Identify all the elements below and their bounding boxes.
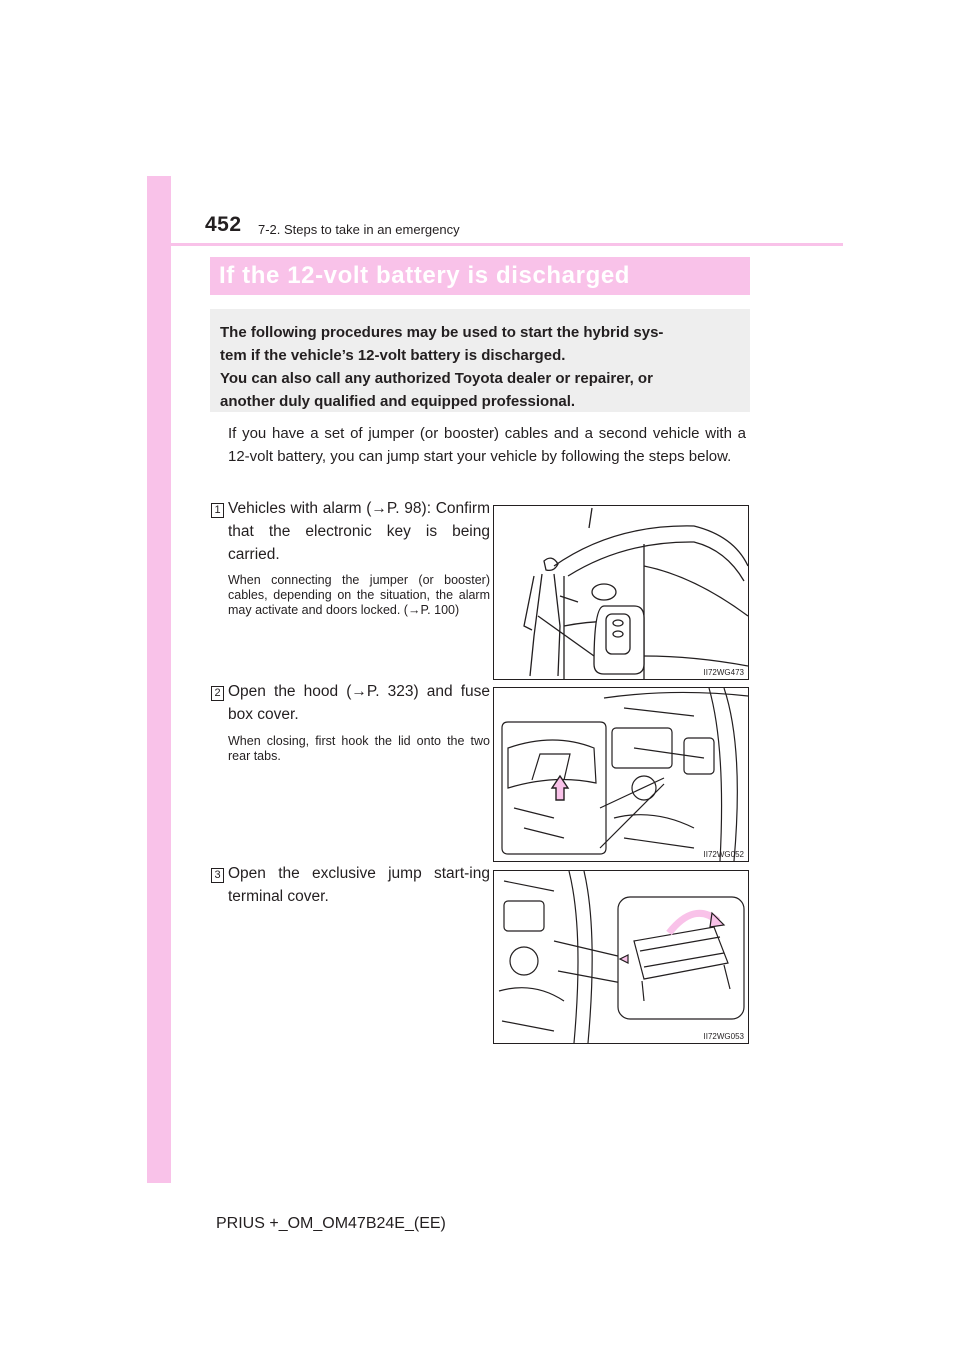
intro-box <box>210 309 750 412</box>
car-door-key-illustration <box>494 506 748 679</box>
step-2-text: Open the hood (→P. 323) and fuse box cover. <box>228 683 490 723</box>
step-3-number: 3 <box>211 868 224 883</box>
jump-start-terminal-illustration <box>494 871 748 1043</box>
page-number: 452 <box>205 213 242 236</box>
step-1-number: 1 <box>211 503 224 518</box>
section-title: 7-2. Steps to take in an emergency <box>258 222 460 237</box>
figure-1-id: II72WG473 <box>703 668 744 677</box>
intro-line-4: another duly qualified and equipped professional. <box>220 393 576 410</box>
section-heading-bar <box>210 257 750 295</box>
footer-document-code: PRIUS +_OM_OM47B24E_(EE) <box>216 1215 446 1232</box>
engine-fuse-box-illustration <box>494 688 748 861</box>
figure-jump-start-terminal-cover <box>493 870 749 1044</box>
step-2-note: When closing, first hook the lid onto the two rear tabs. <box>228 734 490 763</box>
body-paragraph: If you have a set of jumper (or booster) cables and a second vehicle with a 12-volt battery, you can jump start your vehicle by following the steps below. <box>228 425 746 465</box>
figure-electronic-key <box>493 505 749 680</box>
figure-3-id: II72WG053 <box>703 1032 744 1041</box>
chapter-side-band <box>147 176 171 1183</box>
header-rule <box>171 243 843 246</box>
step-1-note: When connecting the jumper (or booster) cables, depending on the situation, the alarm may activate and doors locked. (→P. 100) <box>228 573 490 617</box>
figure-fuse-box-cover <box>493 687 749 862</box>
section-heading: If the 12-volt battery is discharged <box>219 262 631 289</box>
step-1-text: Vehicles with alarm (→P. 98): Confirm that the electronic key is being carried. <box>228 500 490 563</box>
intro-line-1: The following procedures may be used to start the hybrid sys- <box>220 324 664 341</box>
figure-2-id: II72WG052 <box>703 850 744 859</box>
intro-line-3: You can also call any authorized Toyota dealer or repairer, or <box>220 370 653 387</box>
step-2-number: 2 <box>211 686 224 701</box>
intro-line-2: tem if the vehicle’s 12-volt battery is discharged. <box>220 347 566 364</box>
step-3-text: Open the exclusive jump start-ing terminal cover. <box>228 865 490 905</box>
